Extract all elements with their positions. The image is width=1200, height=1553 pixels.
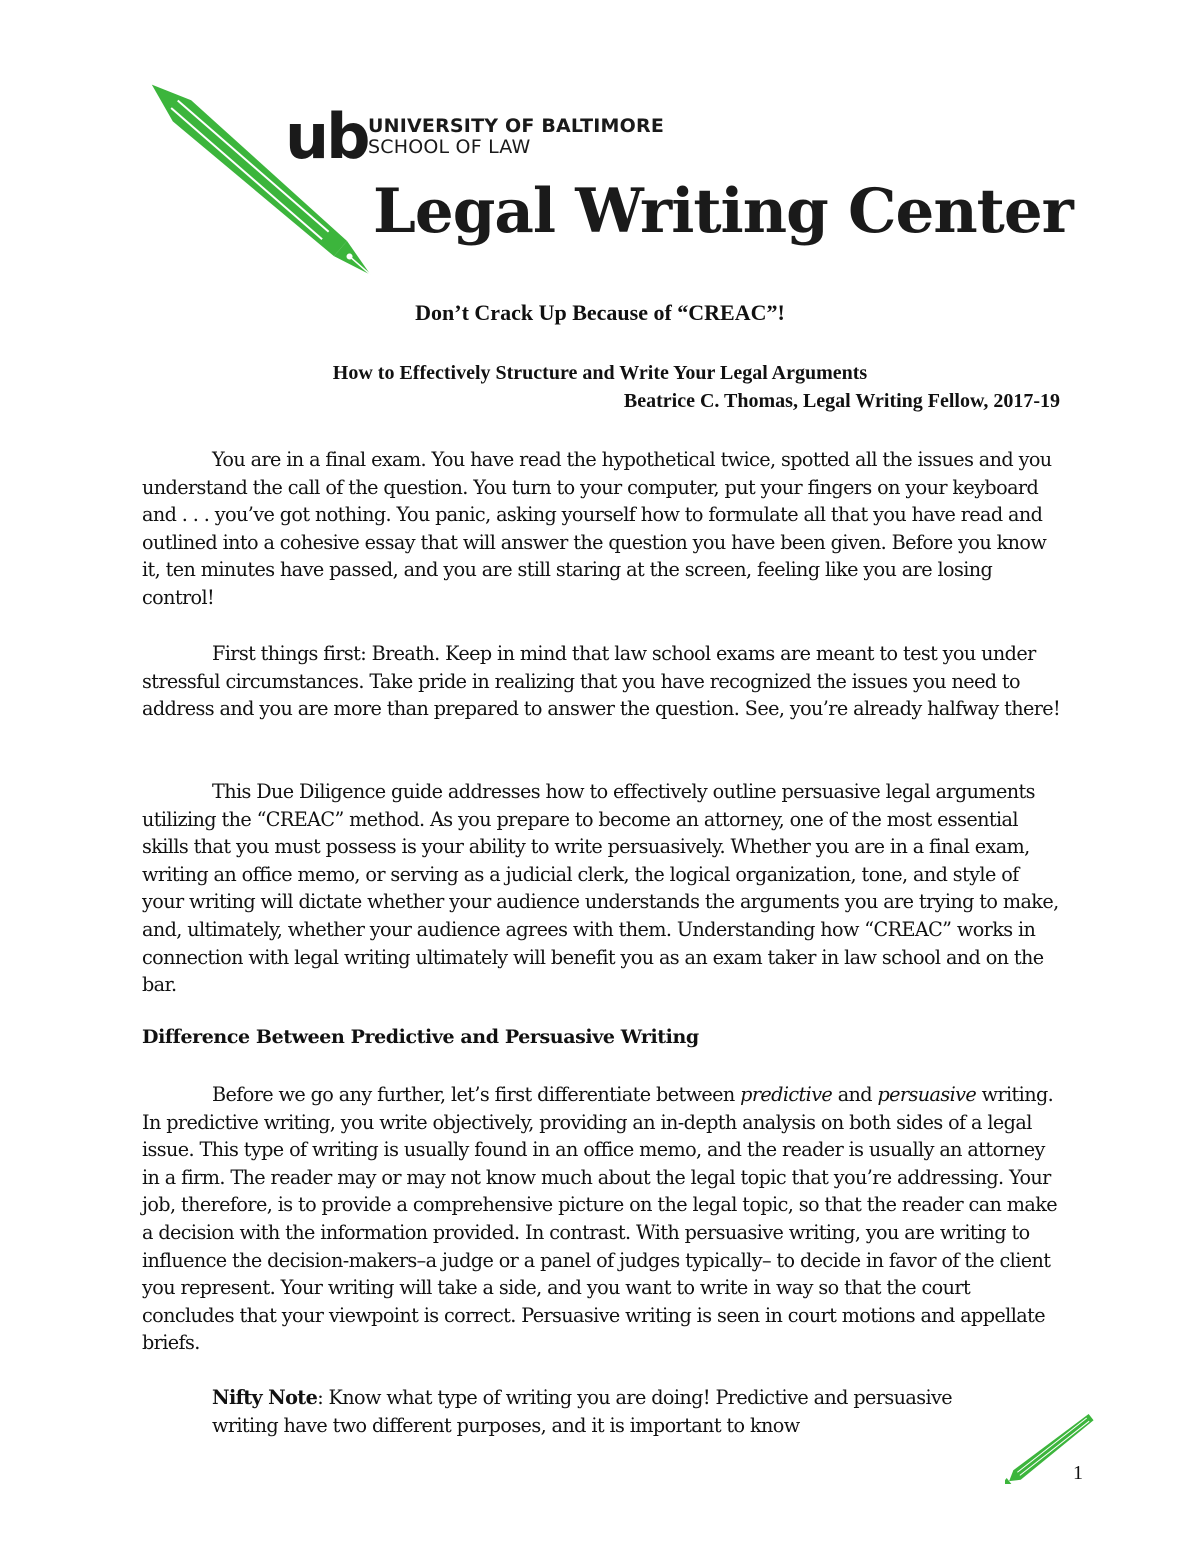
university-name — [368, 116, 664, 158]
paragraph-2: First things first: Breath. Keep in mind that law school exams are meant to test you under stressful circumstances. Take pride in realizing that you have recognized the issues you need to address and you are more than prepared to answer the question. See, you’re already halfway there! — [142, 642, 1061, 721]
paragraph — [142, 1081, 1062, 1357]
section-heading: Difference Between Predictive and Persuasive Writing — [142, 1026, 699, 1048]
paragraph-1: You are in a final exam. You have read the hypothetical twice, spotted all the issues and you understand the call of the question. You turn to your computer, put your fingers on your keyboard and . . . you’ve got nothing. You panic, asking yourself how to formulate all that you have read and outlined into a cohesive essay that will answer the question you have been given. Before you know it, ten minutes have passed, and you are still staring at the screen, feeling like you are losing control! — [142, 448, 1052, 609]
paragraph-4-rest: writing. In predictive writing, you write objectively, providing an in-depth analysis on both sides of a legal issue. This type of writing is usually found in an office memo, and the reader is usually an attorney in a firm. The reader may or may not know much about the legal topic that you’re addressing. Your job, therefore, is to provide a comprehensive picture on the legal topic, so that the reader can make a decision with the information provided. In contrast. With persuasive writing, you are writing to influence the decision-makers–a judge or a panel of judges typically– to decide in favor of the client you represent. Your writing will take a side, and you want to write in way so that the court concludes that your viewpoint is correct. Persuasive writing is seen in court motions and appellate briefs. — [142, 1083, 1058, 1355]
fountain-pen-icon — [1005, 1402, 1111, 1484]
document-author: Beatrice C. Thomas, Legal Writing Fellow, 2017-19 — [623, 390, 1060, 412]
nifty-note — [212, 1384, 1012, 1439]
paragraph-4-lead: Before we go any further, let’s first differentiate between — [212, 1083, 741, 1106]
paragraph-4 — [142, 1081, 1062, 1357]
university-line-1: UNIVERSITY OF BALTIMORE — [368, 115, 664, 137]
paragraph-4-mid: and — [832, 1083, 878, 1106]
ub-logo-mark: ub — [285, 100, 368, 173]
document-title: Don’t Crack Up Because of “CREAC”! — [415, 300, 785, 325]
document-subtitle: How to Effectively Structure and Write Your Legal Arguments — [332, 362, 868, 384]
paragraph-3: This Due Diligence guide addresses how to effectively outline persuasive legal arguments utilizing the “CREAC” method. As you prepare to become an attorney, one of the most essential skills that you must possess is your ability to write persuasively. Whether you are in a final exam, writing an office memo, or serving as a judicial clerk, the logical organization, tone, and style of your writing will dictate whether your audience understands the arguments you are trying to make, and, ultimately, whether your audience agrees with them. Understanding how “CREAC” works in connection with legal writing ultimately will benefit you as an exam taker in law school and on the bar. — [142, 780, 1059, 997]
paragraph — [142, 446, 1062, 612]
paragraph — [142, 778, 1062, 999]
nifty-note-label: Nifty Note — [212, 1386, 318, 1409]
page-number: 1 — [1073, 1462, 1083, 1484]
paragraph — [142, 640, 1062, 723]
university-line-2: SCHOOL OF LAW — [368, 136, 531, 158]
term-predictive: predictive — [740, 1083, 833, 1106]
center-name: Legal Writing Center — [373, 176, 1073, 247]
term-persuasive: persuasive — [877, 1083, 977, 1106]
nifty-note-text: : Know what type of writing you are doing! Predictive and persuasive writing have two different purposes, and it is important to know — [212, 1386, 952, 1437]
